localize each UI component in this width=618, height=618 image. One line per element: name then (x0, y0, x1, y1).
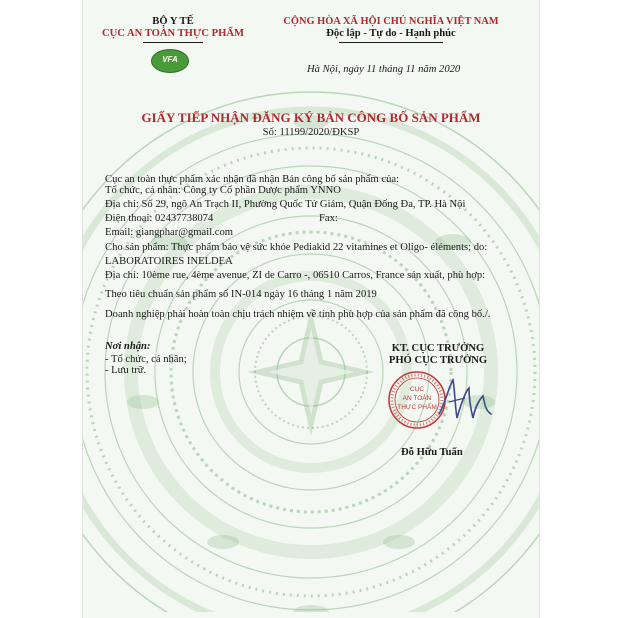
product-line: Cho sản phẩm: Thực phẩm bảo vệ sức khỏe Pediakid 22 vitamines et Oligo- éléments; do: (105, 242, 488, 253)
motto-underline (339, 42, 443, 43)
signature-title-1: KT. CỤC TRƯỞNG (391, 343, 485, 354)
ministry-name: BỘ Y TẾ (152, 16, 194, 27)
intro-text: Cục an toàn thực phẩm xác nhận đã nhận Bản công bố sản phẩm của: (105, 174, 400, 185)
national-motto: Độc lập - Tự do - Hạnh phúc (326, 28, 456, 39)
manufacturer: LABORATOIRES INELDEA (105, 256, 233, 267)
manufacturer-address: Địa chỉ: 10ème rue, 4ème avenue, ZI de Carro -, 06510 Carros, France sản xuất, phù hợp: (105, 270, 486, 281)
country-name: CỘNG HÒA XÃ HỘI CHỦ NGHĨA VIỆT NAM (283, 16, 499, 27)
document-title: GIẤY TIẾP NHẬN ĐĂNG KÝ BẢN CÔNG BỐ SẢN PHẨM (141, 110, 481, 125)
responsibility-statement: Doanh nghiệp phải hoàn toàn chịu trách nhiệm về tính phù hợp của sản phẩm đã công bố./. (105, 309, 491, 320)
certificate-page (82, 0, 540, 618)
department-name: CỤC AN TOÀN THỰC PHẨM (101, 28, 245, 39)
bronze-drum-watermark-icon (82, 72, 540, 612)
fax: Fax: (319, 213, 338, 224)
product-standard: Theo tiêu chuẩn sản phẩm số IN-014 ngày 16 tháng 1 năm 2019 (105, 289, 377, 300)
issue-date: Hà Nội, ngày 11 tháng 11 năm 2020 (307, 64, 461, 75)
phone: Điện thoại: 02437738074 (105, 213, 214, 224)
stamp-text-middle: AN TOÀN (402, 395, 432, 402)
vfa-logo: VFA (151, 49, 189, 73)
stamp-text-bottom: THỰC PHẨM (397, 404, 437, 411)
organization: Tổ chức, cá nhân: Công ty Cổ phần Dược phẩm YNNO (105, 185, 341, 196)
email: Email: giangphar@gmail.com (105, 227, 234, 238)
stamp-text-top: CỤC (409, 386, 425, 393)
header-underline (143, 42, 203, 43)
handwritten-signature-icon (435, 374, 495, 426)
document-number: Số: 11199/2020/ĐKSP (262, 127, 360, 138)
recipient-item: - Lưu trữ. (105, 365, 147, 376)
signer-name: Đỗ Hữu Tuấn (401, 447, 463, 458)
organization-address: Địa chỉ: Số 29, ngõ An Trạch II, Phường Quốc Tử Giám, Quận Đống Đa, TP. Hà Nội (105, 199, 466, 210)
recipients-heading: Nơi nhận: (105, 341, 151, 352)
signature-title-2: PHÓ CỤC TRƯỞNG (388, 355, 488, 366)
recipient-item: - Tổ chức, cá nhân; (105, 354, 187, 365)
